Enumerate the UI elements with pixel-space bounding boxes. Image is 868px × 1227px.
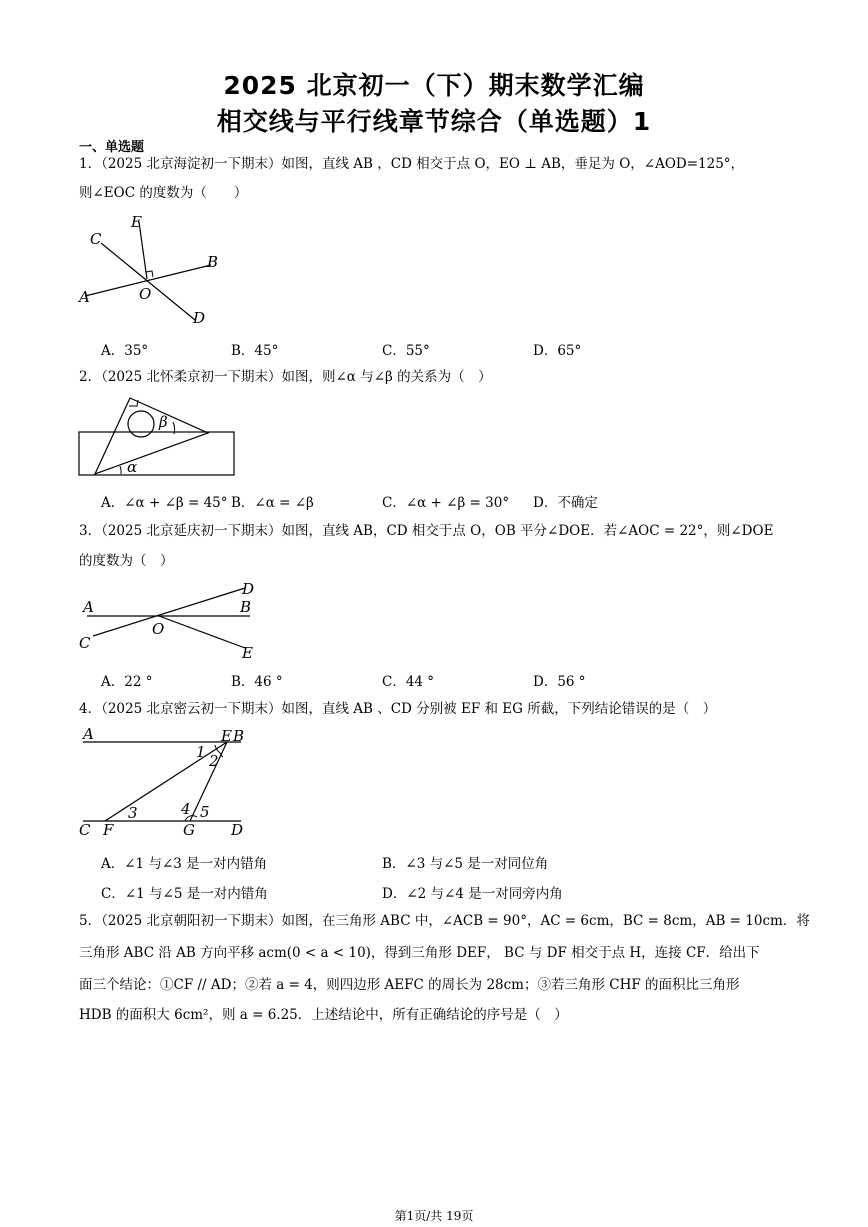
q4-option-b: B．∠3 与∠5 是一对同位角 [382,856,549,872]
question-5-line-3: 面三个结论：①CF // AD；②若 a = 4，则四边形 AEFC 的周长为 28cm；③若三角形 CHF 的面积比三角形 [79,977,740,993]
q4-label-2: 2 [209,752,219,770]
question-3-figure [75,578,265,663]
question-5-line-1: 5．（2025 北京朝阳初一下期末）如图，在三角形 ABC 中，∠ACB = 90°，AC = 6cm，BC = 8cm，AB = 10cm．将 [79,913,810,929]
question-4-line-1: 4．（2025 北京密云初一下期末）如图，直线 AB 、CD 分别被 EF 和 EG 所截，下列结论错误的是（ ） [79,701,717,717]
question-5-line-4: HDB 的面积大 6cm²，则 a = 6.25．上述结论中，所有正确结论的序号是（ ） [79,1007,568,1023]
question-3-line-1: 3．（2025 北京延庆初一下期末）如图，直线 AB，CD 相交于点 O，OB 平分∠DOE．若∠AOC = 22°，则∠DOE [79,523,774,539]
q4-option-a: A．∠1 与∠3 是一对内错角 [101,856,268,872]
question-3-line-2: 的度数为（ ） [79,553,174,569]
q1-option-b: B．45° [231,343,279,359]
question-1-line-1: 1．（2025 北京海淀初一下期末）如图，直线 AB ，CD 相交于点 O，EO ⊥ AB，垂足为 O，∠AOD=125°， [79,156,745,172]
q3-label-a: A [83,598,94,616]
page-footer: 第1页/共 19页 [394,1209,474,1223]
q3-option-c: C．44 ° [382,674,435,690]
q3-label-b: B [240,598,252,616]
q2-label-alpha: α [127,458,138,476]
q4-label-4: 4 [181,800,191,818]
q1-label-e: E [131,213,142,231]
q1-label-a: A [79,288,90,306]
q2-option-b: B．∠α = ∠β [231,495,314,511]
q1-label-o: O [139,285,152,303]
q4-label-a: A [83,725,94,743]
q3-option-a: A．22 ° [101,674,153,690]
q2-option-a: A．∠α + ∠β = 45° [101,495,228,511]
q4-label-1: 1 [196,743,206,761]
q1-label-b: B [207,253,219,271]
q3-label-c: C [79,634,91,652]
q2-option-d: D．不确定 [533,495,598,511]
question-2-line-1: 2．（2025 北怀柔京初一下期末）如图，则∠α 与∠β 的关系为（ ） [79,369,492,385]
q2-option-c: C．∠α + ∠β = 30° [382,495,510,511]
q3-option-b: B．46 ° [231,674,283,690]
q4-label-b: B [233,727,245,745]
q1-option-d: D．65° [533,343,582,359]
question-5-line-2: 三角形 ABC 沿 AB 方向平移 acm(0 < a < 10)，得到三角形 DEF， BC 与 DF 相交于点 H，连接 CF．给出下 [79,945,760,961]
q4-option-c: C．∠1 与∠5 是一对内错角 [101,886,268,902]
q3-label-d: D [242,580,255,598]
q3-label-e: E [242,644,253,662]
title-line-2: 相交线与平行线章节综合（单选题）1 [216,107,652,136]
q1-option-c: C．55° [382,343,430,359]
q3-label-o: O [152,620,165,638]
q1-option-a: A．35° [101,343,149,359]
q2-label-beta: β [159,413,168,431]
q4-label-d: D [231,821,244,839]
q4-label-f: F [103,821,114,839]
q4-label-3: 3 [128,804,138,822]
title-line-1: 2025 北京初一（下）期末数学汇编 [223,71,645,100]
q4-option-d: D．∠2 与∠4 是一对同旁内角 [382,886,563,902]
question-4-figure [75,725,255,840]
section-heading: 一、单选题 [79,140,145,155]
q4-label-e: E [221,727,232,745]
q1-label-d: D [193,309,206,327]
q4-label-g: G [183,821,195,839]
question-1-figure [75,210,245,330]
question-1-line-2: 则∠EOC 的度数为（ ） [79,185,248,201]
question-2-figure [75,390,245,480]
q3-option-d: D．56 ° [533,674,586,690]
q4-label-c: C [79,821,91,839]
q1-label-c: C [90,230,102,248]
q4-label-5: 5 [200,803,210,821]
